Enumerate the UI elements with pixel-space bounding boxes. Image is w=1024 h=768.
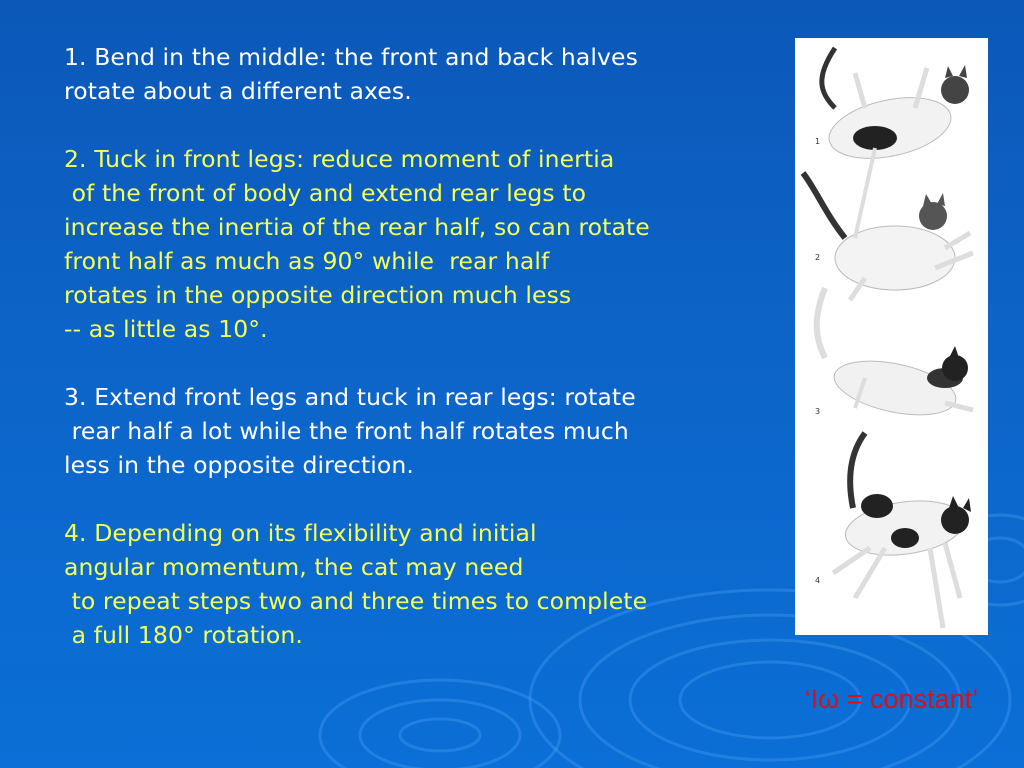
instruction-text-block [64,40,784,652]
step-1-line: rotate about a different axes. [64,77,412,105]
frame-label-1: 1 [815,137,821,146]
step-2-line: rotates in the opposite direction much less [64,281,572,309]
step-2-line: -- as little as 10°. [64,315,268,343]
falling-cat-illustration [795,38,988,635]
cat-frame-3 [817,288,973,424]
frame-label-4: 4 [815,576,821,585]
frame-label-2: 2 [815,253,821,262]
step-1-paragraph [64,40,784,108]
step-4-paragraph [64,516,784,652]
cat-frame-2 [803,148,973,300]
step-2-line: of the front of body and extend rear legs to [64,179,587,207]
frame-label-3: 3 [815,407,821,416]
step-4-line: 4. Depending on its flexibility and initial [64,519,537,547]
step-4-line: angular momentum, the cat may need [64,553,524,581]
cat-frame-1 [822,48,969,168]
step-4-line: a full 180° rotation. [64,621,303,649]
step-2-line: 2. Tuck in front legs: reduce moment of inertia [64,145,615,173]
step-3-line: 3. Extend front legs and tuck in rear legs: rotate [64,383,636,411]
cat-frame-4 [833,433,971,628]
step-2-paragraph [64,142,784,346]
step-3-line: rear half a lot while the front half rotates much [64,417,629,445]
step-2-line: increase the inertia of the rear half, so can rotate [64,213,650,241]
step-3-paragraph [64,380,784,482]
step-2-line: front half as much as 90° while rear half [64,247,550,275]
angular-momentum-equation: ‘Iω = constant’ [804,684,978,714]
step-1-line: 1. Bend in the middle: the front and back halves [64,43,638,71]
step-3-line: less in the opposite direction. [64,451,414,479]
step-4-line: to repeat steps two and three times to complete [64,587,648,615]
falling-cat-figure [795,38,988,635]
